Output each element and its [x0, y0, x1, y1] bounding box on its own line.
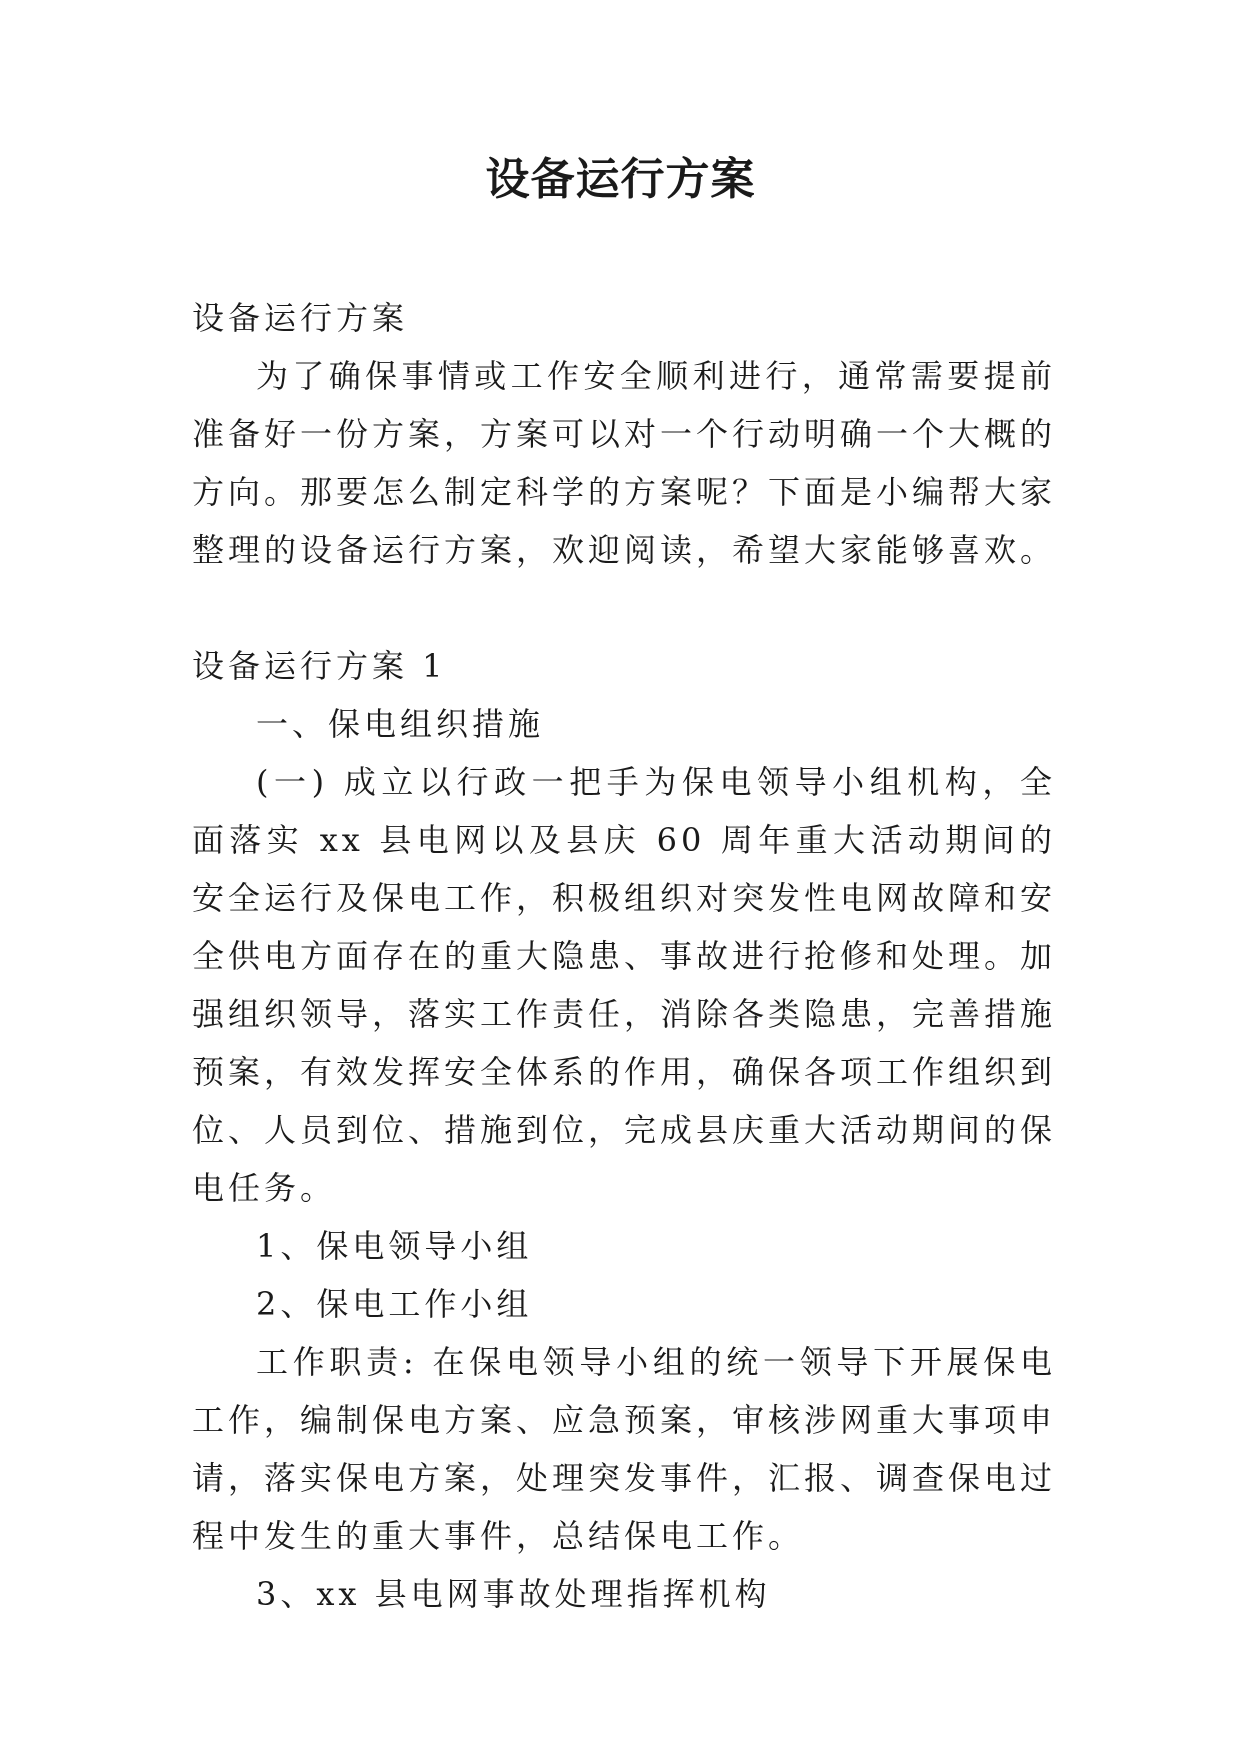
intro-paragraph: 为了确保事情或工作安全顺利进行，通常需要提前准备好一份方案，方案可以对一个行动明确一个大概的方向。那要怎么制定科学的方案呢？下面是小编帮大家整理的设备运行方案，欢迎阅读，希望大家能够喜欢。: [192, 357, 1057, 569]
section-title: 设备运行方案 1: [192, 647, 447, 685]
measures-heading: 一、保电组织措施: [256, 705, 545, 743]
document-title: 设备运行方案: [485, 154, 756, 205]
document-heading: 设备运行方案: [192, 299, 409, 337]
duties-paragraph: 工作职责: 在保电领导小组的统一领导下开展保电工作，编制保电方案、应急预案，审核涉网重大事项申请，落实保电方案，处理突发事件，汇报、调查保电过程中发生的重大事件，总结保电工作。: [192, 1343, 1057, 1555]
list-item: 1、保电领导小组: [256, 1227, 533, 1265]
list-item: 2、保电工作小组: [256, 1285, 533, 1323]
list-item: 3、xx 县电网事故处理指挥机构: [256, 1575, 771, 1613]
measures-paragraph: (一) 成立以行政一把手为保电领导小组机构，全面落实 xx 县电网以及县庆 60 周年重大活动期间的安全运行及保电工作，积极组织对突发性电网故障和安全供电方面存在的重大隐患、事故进行抢修和处理。加强组织领导，落实工作责任，消除各类隐患，完善措施预案，有效发挥安全体系的作用，确保各项工作组织到位、人员到位、措施到位，完成县庆重大活动期间的保电任务。: [192, 763, 1057, 1207]
document-body: [192, 289, 1056, 1623]
